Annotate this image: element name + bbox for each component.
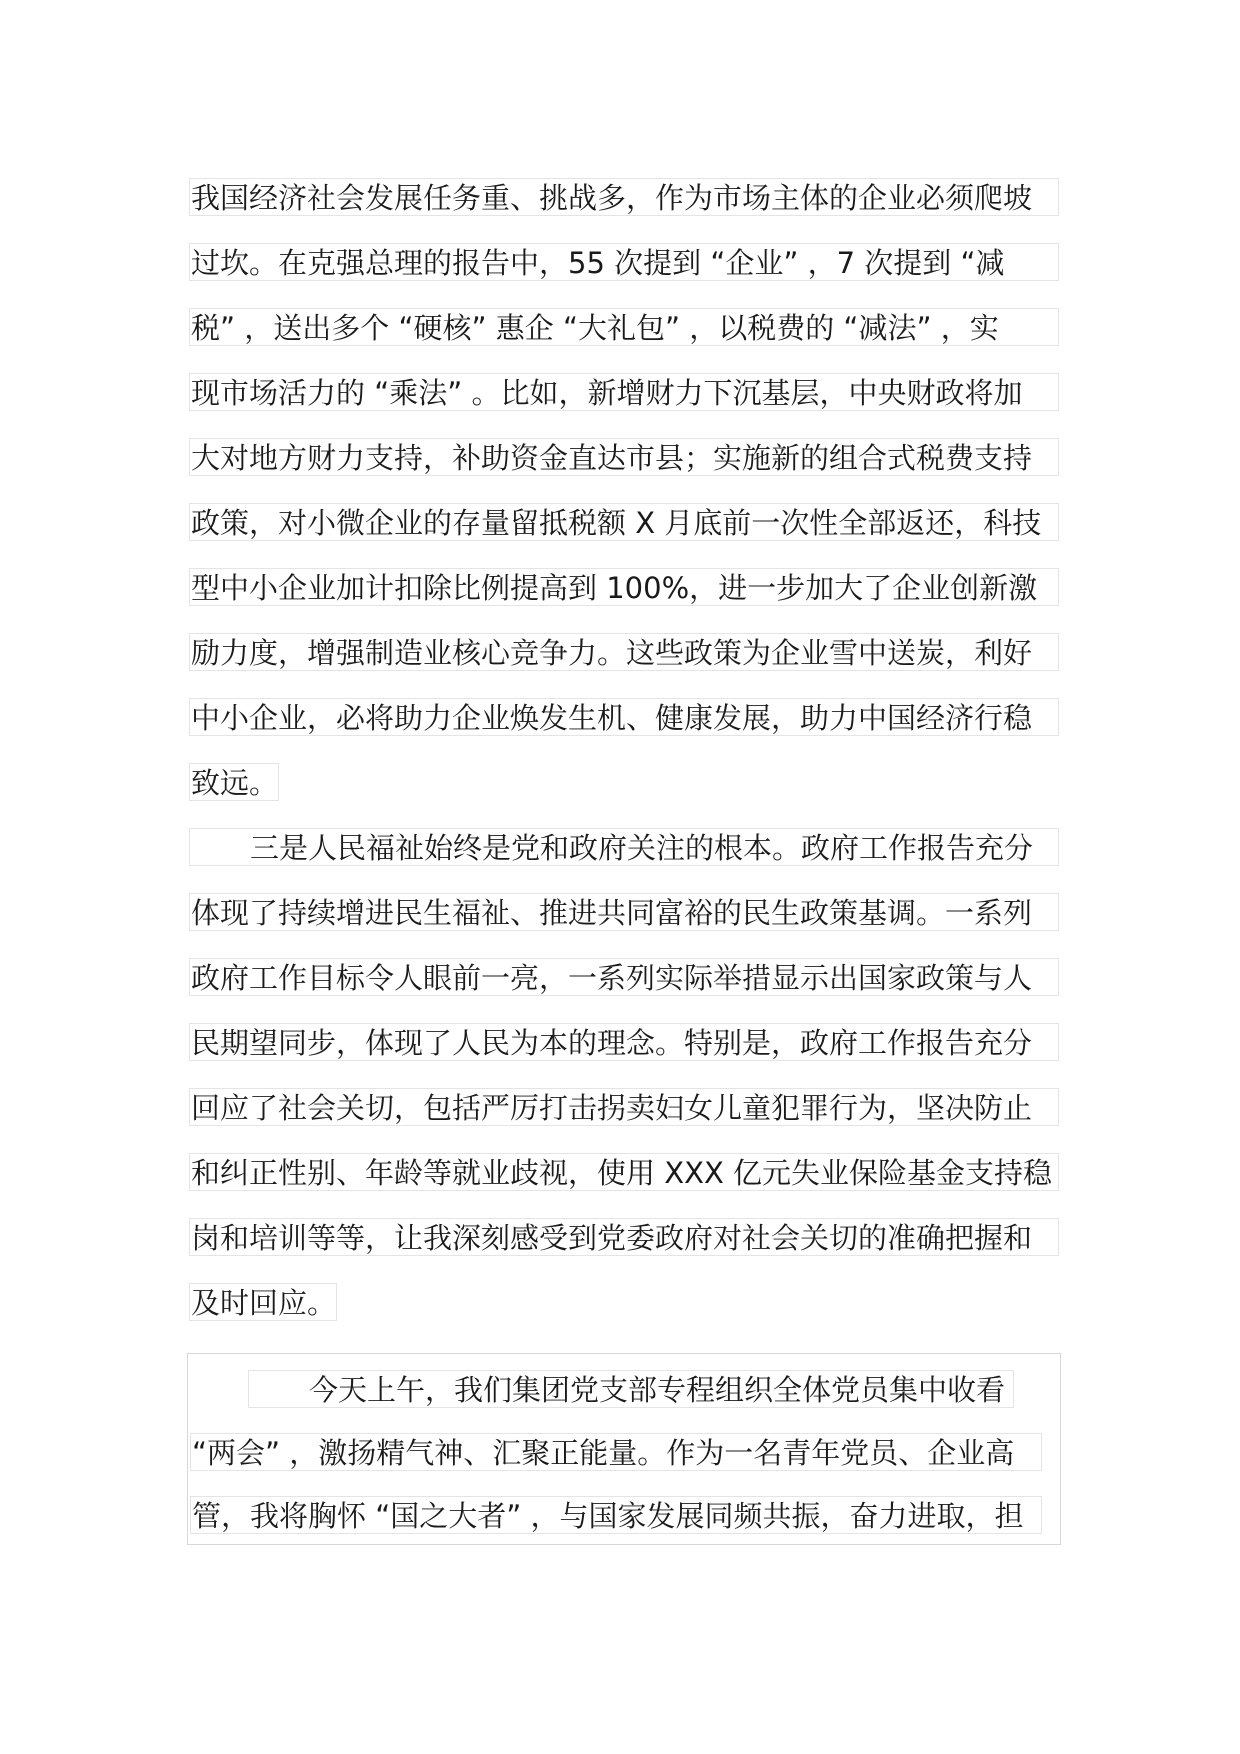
text-line: 民期望同步，体现了人民为本的理念。特别是，政府工作报告充分	[189, 1023, 1059, 1061]
text-line: 型中小企业加计扣除比例提高到 100%，进一步加大了企业创新激	[189, 568, 1059, 606]
text-line: 及时回应。	[189, 1283, 337, 1321]
text-line: 政策，对小微企业的存量留抵税额 X 月底前一次性全部返还，科技	[189, 503, 1059, 541]
paragraph-1	[189, 178, 1059, 828]
text-line: 管，我将胸怀 “国之大者” ，与国家发展同频共振，奋力进取，担	[190, 1496, 1042, 1534]
text-line: 税” ，送出多个 “硬核” 惠企 “大礼包” ，以税费的 “减法” ，实	[189, 308, 1059, 346]
text-line: 三是人民福祉始终是党和政府关注的根本。政府工作报告充分	[189, 828, 1059, 866]
paragraph-2	[189, 828, 1059, 1348]
text-line: 和纠正性别、年龄等就业歧视，使用 XXX 亿元失业保险基金支持稳	[189, 1153, 1059, 1191]
text-line: 岗和培训等等，让我深刻感受到党委政府对社会关切的准确把握和	[189, 1218, 1059, 1256]
text-line: 今天上午，我们集团党支部专程组织全体党员集中收看	[248, 1370, 1014, 1408]
text-line: 现市场活力的 “乘法” 。比如，新增财力下沉基层，中央财政将加	[189, 373, 1059, 411]
text-line: 我国经济社会发展任务重、挑战多，作为市场主体的企业必须爬坡	[189, 178, 1059, 216]
text-line: 励力度，增强制造业核心竞争力。这些政策为企业雪中送炭，利好	[189, 633, 1059, 671]
text-line: “两会” ，激扬精气神、汇聚正能量。作为一名青年党员、企业高	[190, 1433, 1042, 1471]
text-line: 回应了社会关切，包括严厉打击拐卖妇女儿童犯罪行为，坚决防止	[189, 1088, 1059, 1126]
text-line: 体现了持续增进民生福祉、推进共同富裕的民生政策基调。一系列	[189, 893, 1059, 931]
text-box	[187, 1353, 1061, 1545]
text-line: 中小企业，必将助力企业焕发生机、健康发展，助力中国经济行稳	[189, 698, 1059, 736]
text-line: 致远。	[189, 763, 279, 801]
text-line: 过坎。在克强总理的报告中，55 次提到 “企业” ，7 次提到 “减	[189, 243, 1059, 281]
text-line: 大对地方财力支持，补助资金直达市县；实施新的组合式税费支持	[189, 438, 1059, 476]
text-line: 政府工作目标令人眼前一亮，一系列实际举措显示出国家政策与人	[189, 958, 1059, 996]
